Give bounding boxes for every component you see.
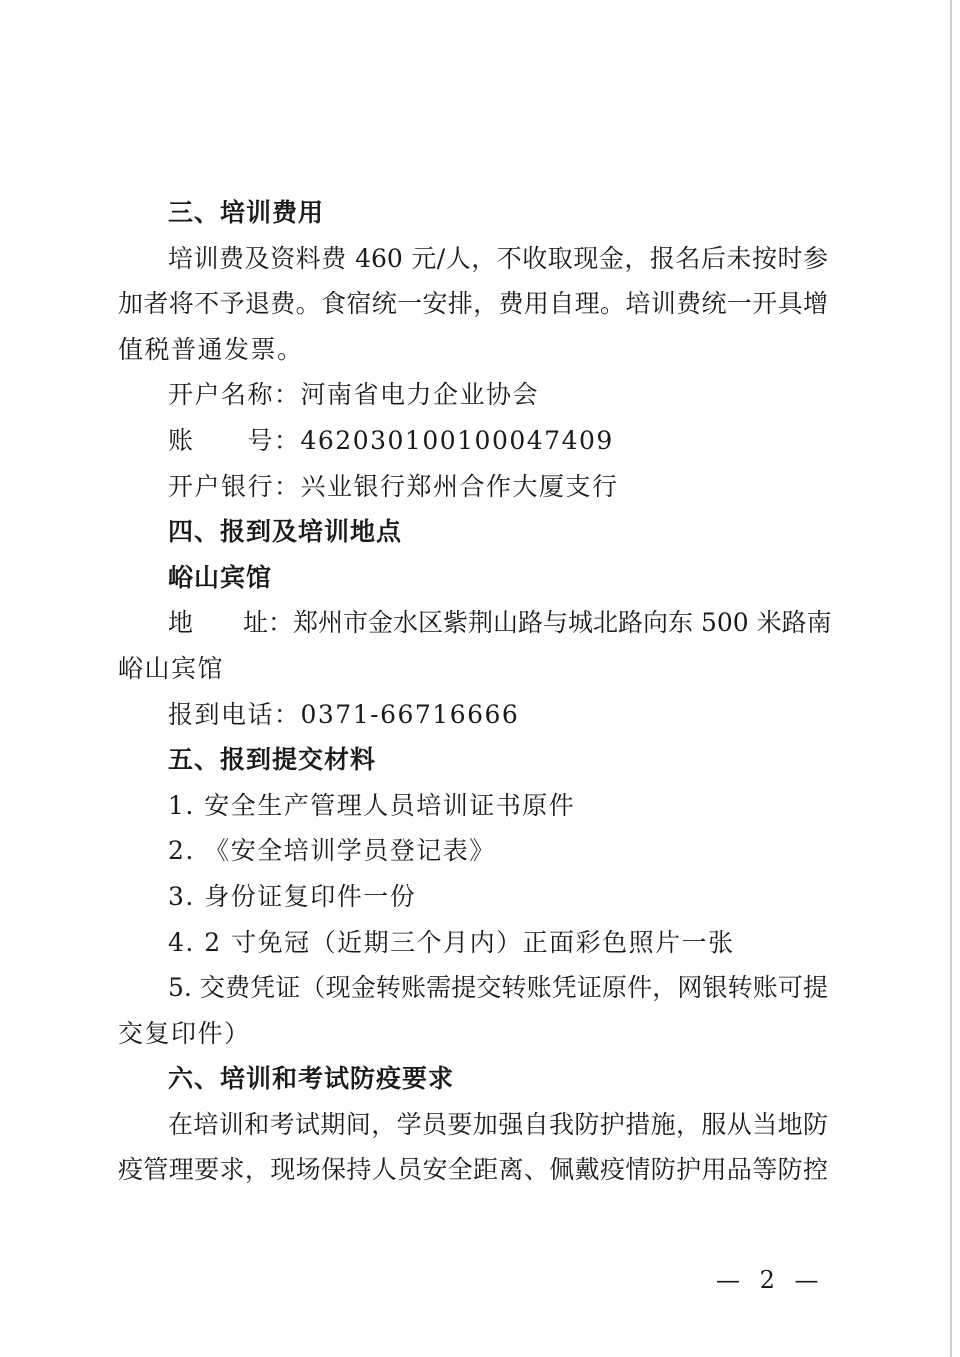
account-number-line: 账 号：462030100100047409 [168,425,614,455]
list-item: 3. 身份证复印件一份 [168,881,417,911]
paragraph-line: 加者将不予退费。食宿统一安排，费用自理。培训费统一开具增 [118,289,828,319]
document-body [118,190,832,1193]
account-name-line: 开户名称：河南省电力企业协会 [168,380,540,410]
scan-edge-line [950,0,952,1357]
hotel-name: 峪山宾馆 [168,562,273,592]
paragraph-line: 培训费及资料费 460 元/人，不收取现金，报名后未按时参 [168,243,828,273]
paragraph-line: 值税普通发票。 [118,334,304,364]
paragraph-line: 在培训和考试期间，学员要加强自我防护措施，服从当地防 [168,1109,828,1139]
section-heading-materials: 五、报到提交材料 [168,745,377,775]
list-item-continued: 交复印件） [118,1018,251,1048]
list-item: 1. 安全生产管理人员培训证书原件 [168,790,576,820]
paragraph-line: 疫管理要求，现场保持人员安全距离、佩戴疫情防护用品等防控 [118,1155,828,1185]
list-item: 4. 2 寸免冠（近期三个月内）正面彩色照片一张 [168,927,735,957]
bank-line: 开户银行：兴业银行郑州合作大厦支行 [168,471,619,501]
section-heading-fees: 三、培训费用 [168,198,325,227]
list-item: 5. 交费凭证（现金转账需提交转账凭证原件，网银转账可提 [168,973,828,1003]
section-heading-epidemic: 六、培训和考试防疫要求 [168,1064,455,1094]
address-line: 地 址：郑州市金水区紫荆山路与城北路向东 500 米路南 [168,608,832,638]
section-heading-location: 四、报到及培训地点 [168,517,403,547]
list-item: 2. 《安全培训学员登记表》 [168,836,496,866]
phone-line: 报到电话：0371-66716666 [168,699,520,729]
page-number: — 2 — [716,1266,825,1294]
address-line-continued: 峪山宾馆 [118,653,225,683]
